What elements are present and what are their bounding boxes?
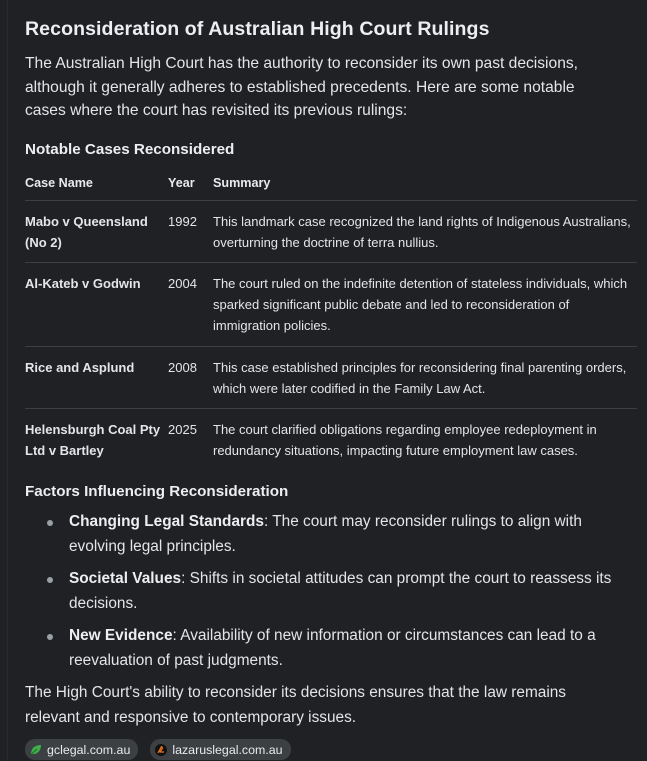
column-header-case-name: Case Name xyxy=(25,175,168,201)
bullet-icon xyxy=(47,577,53,583)
page-title: Reconsideration of Australian High Court Rulings xyxy=(25,18,490,40)
bullet-icon xyxy=(47,520,53,526)
table-row xyxy=(25,408,637,470)
case-summary-cell: The court ruled on the indefinite detention of stateless individuals, which sparked significant public debate and led to reconsideration of immigration policies. xyxy=(213,262,637,346)
source-chip-lazaruslegal[interactable] xyxy=(150,739,290,760)
table-row xyxy=(25,200,637,262)
case-summary-cell: The court clarified obligations regarding employee redeployment in redundancy situations, impacting future employment law cases. xyxy=(213,421,597,459)
case-name-cell: Mabo v Queensland (No 2) xyxy=(25,200,168,262)
case-name-cell: Helensburgh Coal Pty Ltd v Bartley xyxy=(25,421,161,459)
source-chips xyxy=(25,739,637,760)
cases-heading: Notable Cases Reconsidered xyxy=(25,140,235,158)
list-item xyxy=(69,624,624,673)
case-year-cell: 2025 xyxy=(168,421,197,437)
table-row xyxy=(25,346,637,408)
table-row xyxy=(25,262,637,346)
list-item xyxy=(69,510,624,559)
panel-divider xyxy=(7,0,8,761)
factor-description: : Availability of new information or circumstances can lead to a reevaluation of past judgments. xyxy=(69,627,596,669)
case-year-cell: 1992 xyxy=(168,200,213,262)
lazarus-logo-icon xyxy=(155,744,167,756)
bullet-icon xyxy=(47,634,53,640)
list-item xyxy=(69,567,624,616)
leaf-icon xyxy=(30,744,42,756)
source-chip-gclegal[interactable] xyxy=(25,739,138,760)
factor-description: : Shifts in societal attitudes can prompt the court to reassess its decisions. xyxy=(69,570,612,612)
table-header-row xyxy=(25,175,637,201)
case-year-cell: 2004 xyxy=(168,262,213,346)
cases-table xyxy=(25,175,637,471)
factors-list xyxy=(25,510,637,673)
case-summary-cell: This case established principles for reconsidering final parenting orders, which were later codified in the Family Law Act. xyxy=(213,346,637,408)
intro-paragraph: The Australian High Court has the authority to reconsider its own past decisions, although it generally adheres to established precedents. Here are some notable cases where the court has revisited its previous rulings: xyxy=(25,55,578,119)
column-header-summary: Summary xyxy=(213,175,637,201)
case-summary-cell: This landmark case recognized the land rights of Indigenous Australians, overturning the doctrine of terra nullius. xyxy=(213,200,637,262)
source-chip-label: gclegal.com.au xyxy=(47,742,131,757)
factor-description: : The court may reconsider rulings to align with evolving legal principles. xyxy=(69,513,582,555)
factor-term: New Evidence xyxy=(69,627,173,645)
factor-term: Changing Legal Standards xyxy=(69,513,264,531)
case-name-cell: Al-Kateb v Godwin xyxy=(25,262,168,346)
case-name-cell: Rice and Asplund xyxy=(25,346,168,408)
column-header-year: Year xyxy=(168,175,213,201)
case-year-cell: 2008 xyxy=(168,346,213,408)
factors-heading: Factors Influencing Reconsideration xyxy=(25,483,289,501)
source-chip-label: lazaruslegal.com.au xyxy=(172,742,283,757)
factor-term: Societal Values xyxy=(69,570,182,588)
closing-paragraph: The High Court's ability to reconsider its decisions ensures that the law remains relevant and responsive to contemporary issues. xyxy=(25,684,567,726)
